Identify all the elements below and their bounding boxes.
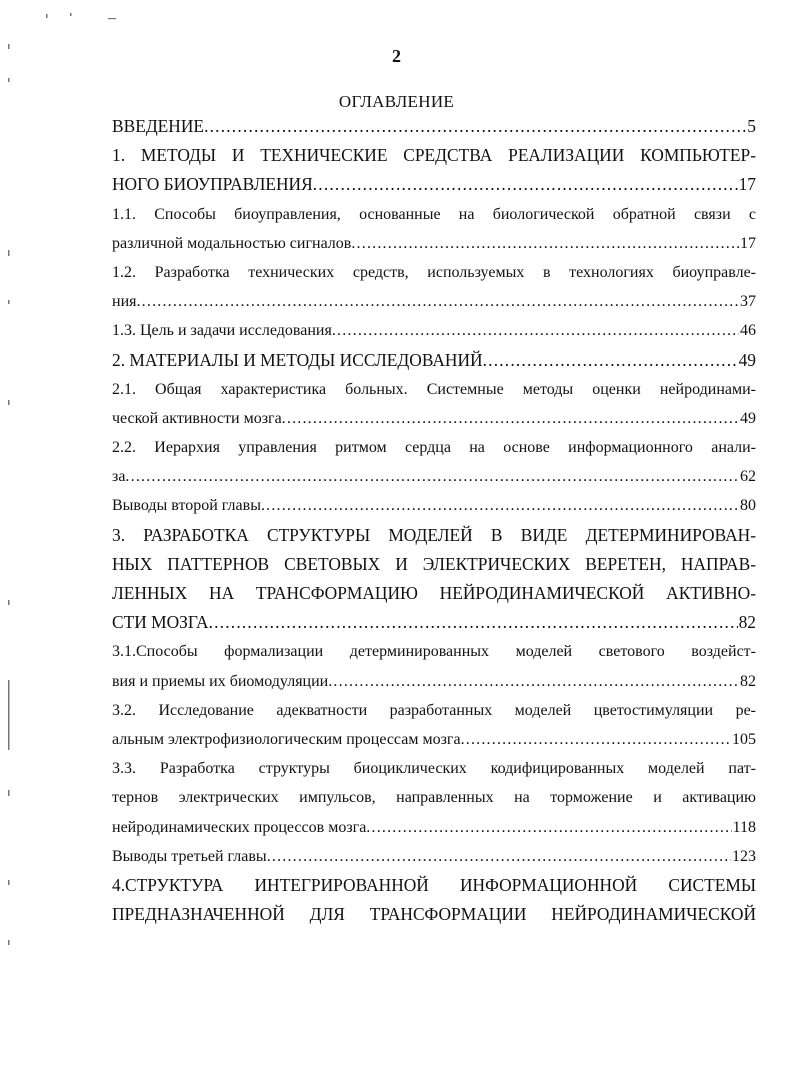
page-number: 2 (392, 46, 401, 66)
toc-entry-text: 3.3. Разработка структуры биоциклических кодифицированных моделей пат- (112, 760, 756, 778)
toc-line-with-page (112, 813, 756, 842)
toc-line-with-page (112, 404, 756, 433)
toc-entry-text: 1.2. Разработка технических средств, используемых в технологиях биоуправле- (112, 263, 756, 281)
toc-entry-s2-2 (112, 433, 756, 491)
toc-entry-text: ния (112, 293, 137, 311)
toc-line-with-page (112, 316, 756, 345)
toc-entry-text: 1.3. Цель и задачи исследования (112, 322, 332, 340)
toc-entry-s1-2 (112, 258, 756, 316)
toc-entry-s3-1 (112, 637, 756, 695)
toc-page-number: 46 (740, 322, 756, 340)
dot-leader (261, 491, 739, 520)
toc-entry-text: СТИ МОЗГА (112, 612, 209, 633)
toc-page-number: 49 (738, 349, 756, 370)
toc-page-number: 5 (747, 116, 756, 136)
toc-entry-ch1 (112, 141, 756, 199)
toc-entry-text: тернов электрических импульсов, направленных на торможение и активацию (112, 789, 756, 807)
toc-entry-text: различной модальностью сигналов (112, 234, 352, 252)
dot-leader (461, 725, 731, 754)
dot-leader (332, 316, 739, 345)
toc-entry-text: 3.2. Исследование адекватности разработанных моделей цветостимуляции ре- (112, 701, 756, 719)
toc-entry-text: ВВЕДЕНИЕ (112, 116, 205, 136)
dot-leader (125, 462, 739, 491)
dot-leader (267, 842, 731, 871)
toc-line-with-page (112, 462, 756, 491)
dot-leader (282, 404, 739, 433)
toc-page-number: 105 (732, 730, 756, 748)
dot-leader (328, 667, 739, 696)
toc-title: ОГЛАВЛЕНИЕ (338, 92, 455, 111)
dot-leader (204, 112, 746, 141)
toc-entry-text: 3.1.Способы формализации детерминированных моделей светового воздейст- (112, 643, 756, 661)
toc-entry-concl3 (112, 842, 756, 871)
toc-line-with-page (112, 287, 756, 316)
toc-entry-text: ческой активности мозга (112, 409, 282, 427)
toc-entry-text: НЫХ ПАТТЕРНОВ СВЕТОВЫХ И ЭЛЕКТРИЧЕСКИХ ВЕРЕТЕН, НАПРАВ- (112, 553, 756, 574)
toc-entry-text: 2.1. Общая характеристика больных. Системные методы оценки нейродинами- (112, 380, 756, 398)
toc-entry-ch3 (112, 521, 756, 638)
toc-line-with-page (112, 608, 756, 637)
table-of-contents (112, 112, 756, 929)
toc-line-with-page (112, 229, 756, 258)
toc-entry-text: 1.1. Способы биоуправления, основанные на биологической обратной связи с (112, 205, 756, 223)
toc-page-number: 17 (740, 234, 756, 252)
toc-entry-s1-1 (112, 200, 756, 258)
toc-entry-text: вия и приемы их биомодуляции (112, 672, 329, 690)
toc-entry-text: ПРЕДНАЗНАЧЕННОЙ ДЛЯ ТРАНСФОРМАЦИИ НЕЙРОДИНАМИЧЕСКОЙ (112, 904, 756, 925)
toc-entry-s1-3 (112, 316, 756, 345)
toc-entry-ch4 (112, 871, 756, 929)
toc-page-number: 82 (738, 612, 756, 633)
toc-entry-text: 1. МЕТОДЫ И ТЕХНИЧЕСКИЕ СРЕДСТВА РЕАЛИЗАЦИИ КОМПЬЮТЕР- (112, 145, 756, 166)
toc-page-number: 49 (740, 409, 756, 427)
dot-leader (483, 346, 738, 375)
dot-leader (313, 170, 738, 199)
dot-leader (366, 813, 731, 842)
toc-line-with-page (112, 346, 756, 375)
toc-entry-text: 4.СТРУКТУРА ИНТЕГРИРОВАННОЙ ИНФОРМАЦИОННОЙ СИСТЕМЫ (112, 874, 756, 895)
toc-page-number: 80 (740, 497, 756, 515)
toc-page-number: 62 (740, 468, 756, 486)
toc-entry-text: альным электрофизиологическим процессам мозга (112, 730, 461, 748)
toc-page-number: 37 (740, 293, 756, 311)
toc-entry-text: Выводы второй главы (112, 497, 261, 515)
toc-entry-text: 2. МАТЕРИАЛЫ И МЕТОДЫ ИССЛЕДОВАНИЙ (112, 349, 483, 370)
toc-line-with-page (112, 170, 756, 199)
toc-entry-text: НОГО БИОУПРАВЛЕНИЯ (112, 174, 313, 195)
toc-line-with-page (112, 491, 756, 520)
toc-line-with-page (112, 667, 756, 696)
dot-leader (351, 229, 739, 258)
toc-entry-ch2 (112, 346, 756, 375)
toc-page-number: 17 (738, 174, 756, 195)
toc-entry-text: нейродинамических процессов мозга (112, 818, 367, 836)
toc-page-number: 82 (740, 672, 756, 690)
toc-line-with-page (112, 112, 756, 141)
toc-entry-s2-1 (112, 375, 756, 433)
toc-entry-text: Выводы третьей главы (112, 847, 267, 865)
toc-entry-text: за (112, 468, 126, 486)
toc-entry-concl2 (112, 491, 756, 520)
toc-page-number: 118 (732, 818, 756, 836)
toc-entry-intro (112, 112, 756, 141)
toc-entry-s3-2 (112, 696, 756, 754)
dot-leader (136, 287, 739, 316)
toc-entry-text: ЛЕННЫХ НА ТРАНСФОРМАЦИЮ НЕЙРОДИНАМИЧЕСКОЙ АКТИВНО- (112, 583, 756, 603)
toc-line-with-page (112, 842, 756, 871)
dot-leader (209, 608, 738, 637)
toc-entry-text: 3. РАЗРАБОТКА СТРУКТУРЫ МОДЕЛЕЙ В ВИДЕ ДЕТЕРМИНИРОВАН- (112, 524, 756, 545)
toc-page-number: 123 (732, 847, 756, 865)
toc-entry-text: 2.2. Иерархия управления ритмом сердца на основе информационного анали- (112, 439, 756, 457)
toc-entry-s3-3 (112, 754, 756, 842)
toc-line-with-page (112, 725, 756, 754)
